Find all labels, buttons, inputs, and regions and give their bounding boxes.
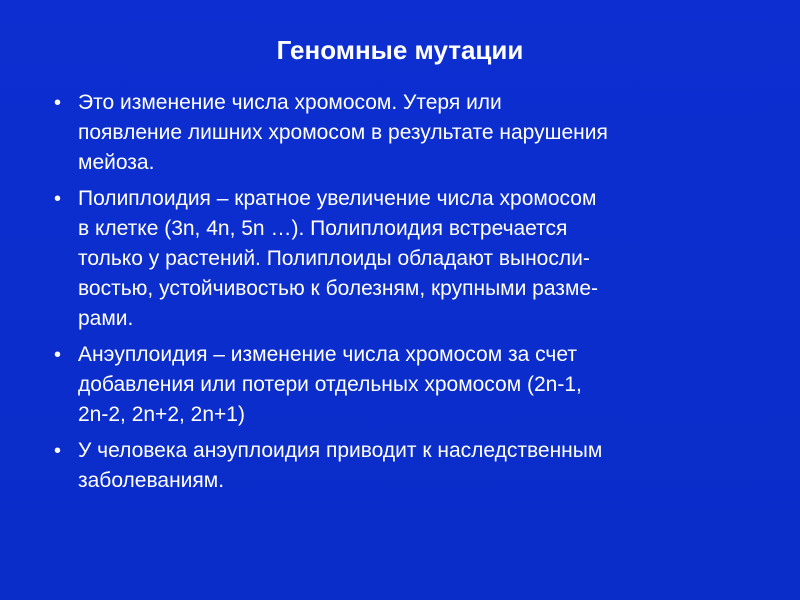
bullet-item-1 <box>54 88 774 178</box>
bullet-line: 2n-2, 2n+2, 2n+1) <box>78 403 245 426</box>
bullet-line: заболеваниям. <box>78 469 225 492</box>
bullet-line: добавления или потери отдельных хромосом (2n-1, <box>78 373 582 396</box>
bullet-item-3 <box>54 340 774 430</box>
bullet-line: востью, устойчивостью к болезням, крупными разме- <box>78 277 599 300</box>
bullet-line: У человека анэуплоидия приводит к наследственным <box>78 439 603 462</box>
bullet-line: Анэуплоидия – изменение числа хромосом за счет <box>78 343 577 366</box>
bullet-line: в клетке (3n, 4n, 5n …). Полиплоидия встречается <box>78 217 568 240</box>
bullet-list <box>54 88 774 502</box>
bullet-line: только у растений. Полиплоиды обладают выносли- <box>78 247 590 270</box>
bullet-line: мейоза. <box>78 151 155 174</box>
bullet-icon: • <box>54 188 62 210</box>
bullet-item-4 <box>54 436 774 496</box>
bullet-line: Это изменение числа хромосом. Утеря или <box>78 91 502 114</box>
bullet-item-2 <box>54 184 774 334</box>
bullet-line: Полиплоидия – кратное увеличение числа хромосом <box>78 187 597 210</box>
bullet-icon: • <box>54 440 62 462</box>
bullet-line: появление лишних хромосом в результате нарушения <box>78 121 608 144</box>
slide-title: Геномные мутации <box>276 35 524 65</box>
bullet-line: рами. <box>78 307 134 330</box>
bullet-icon: • <box>54 92 62 114</box>
bullet-icon: • <box>54 344 62 366</box>
